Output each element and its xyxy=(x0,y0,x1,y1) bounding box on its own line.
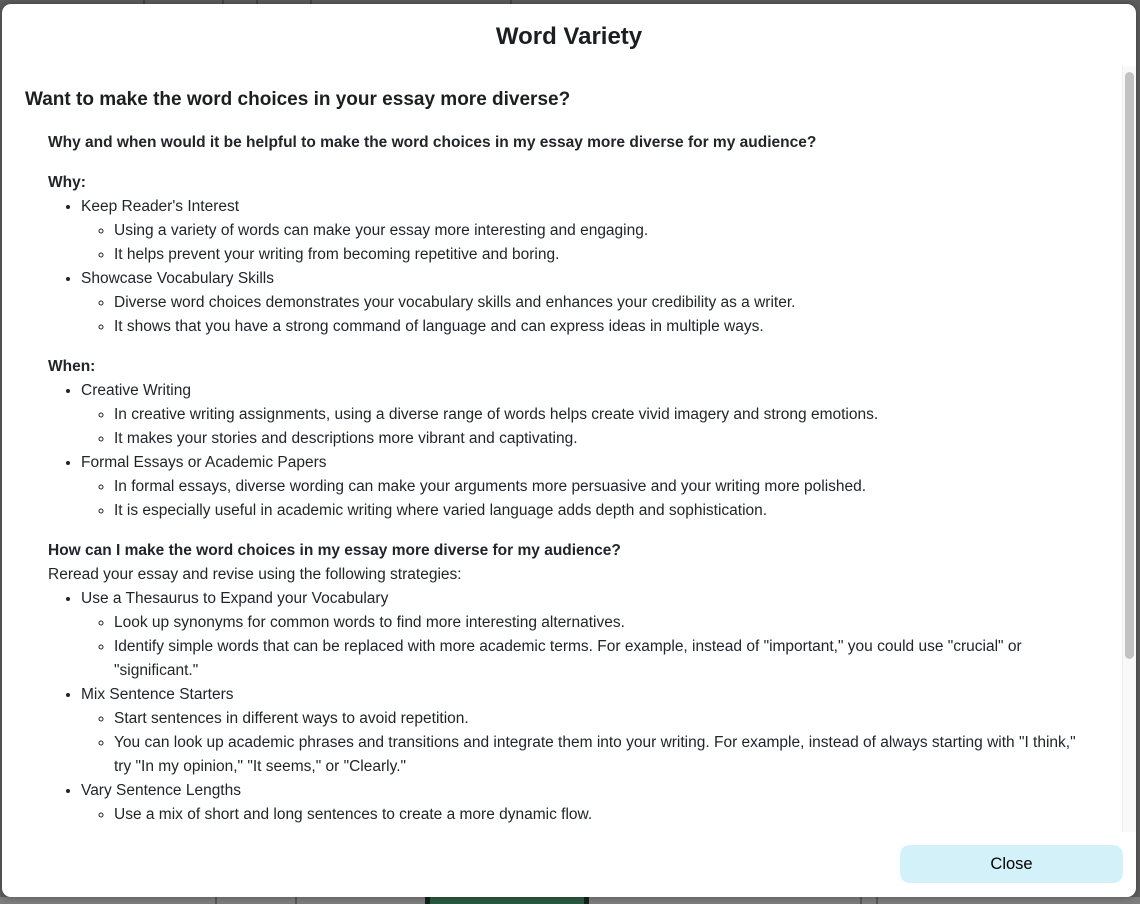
list-item: ◦ Identify simple words that can be replaced with more academic terms. For example, instead of "important," you could use "crucial" or "significant." xyxy=(114,635,1081,683)
list-item xyxy=(81,267,1081,339)
page-edge-separator xyxy=(215,897,217,904)
list-item-text: Showcase Vocabulary Skills xyxy=(81,270,274,287)
list-item-text: Formal Essays or Academic Papers xyxy=(81,454,327,471)
background-page-bottom-edge xyxy=(0,897,1140,904)
dialog-content xyxy=(2,63,1136,827)
green-remnant-cap xyxy=(425,897,430,904)
list-item: ◦ Look up synonyms for common words to find more interesting alternatives. xyxy=(114,611,1081,635)
how-question: How can I make the word choices in my essay more diverse for my audience? xyxy=(48,542,621,559)
list-item xyxy=(81,683,1081,779)
how-list xyxy=(48,587,1081,827)
sub-list xyxy=(81,403,1081,451)
sub-list xyxy=(81,291,1081,339)
why-when-question: Why and when would it be helpful to make the word choices in my essay more diverse for my audience? xyxy=(48,134,817,151)
list-item-text: Vary Sentence Lengths xyxy=(81,782,241,799)
green-remnant-cap xyxy=(584,897,589,904)
when-list xyxy=(48,379,1081,523)
list-item: ◦ You can look up academic phrases and transitions and integrate them into your writing. For example, instead of always starting with "I think," try "In my opinion," "It seems," or "Clearly." xyxy=(114,731,1081,779)
dialog-header xyxy=(2,4,1136,63)
main-question-heading: Want to make the word choices in your essay more diverse? xyxy=(25,89,571,110)
why-label: Why: xyxy=(48,174,86,191)
list-item: ◦ Start sentences in different ways to avoid repetition. xyxy=(114,707,1081,731)
sub-list xyxy=(81,219,1081,267)
list-item xyxy=(81,195,1081,267)
page-edge-separator xyxy=(295,897,297,904)
strategies-intro: Reread your essay and revise using the following strategies: xyxy=(48,566,462,583)
list-item xyxy=(81,379,1081,451)
list-item-text: Keep Reader's Interest xyxy=(81,198,240,215)
sub-list xyxy=(81,475,1081,523)
sub-list xyxy=(81,803,1081,827)
word-variety-dialog xyxy=(2,4,1136,897)
when-label: When: xyxy=(48,358,96,375)
list-item: ◦ It is especially useful in academic writing where varied language adds depth and sophistication. xyxy=(114,499,1081,523)
list-item: ◦ It makes your stories and descriptions more vibrant and captivating. xyxy=(114,427,1081,451)
list-item-text: Mix Sentence Starters xyxy=(81,686,234,703)
list-item: ◦ It shows that you have a strong command of language and can express ideas in multiple ways. xyxy=(114,315,1081,339)
page-edge-separator xyxy=(860,897,862,904)
scrollbar-track[interactable] xyxy=(1122,66,1136,832)
dialog-footer xyxy=(2,835,1136,897)
sub-list xyxy=(81,707,1081,779)
list-item: ◦ Use a mix of short and long sentences to create a more dynamic flow. xyxy=(114,803,1081,827)
dialog-scroll-area[interactable] xyxy=(2,63,1136,835)
list-item: ◦ Using a variety of words can make your essay more interesting and engaging. xyxy=(114,219,1081,243)
dialog-title: Word Variety xyxy=(495,23,643,50)
list-item: ◦ In formal essays, diverse wording can make your arguments more persuasive and your writing more polished. xyxy=(114,475,1081,499)
sub-list xyxy=(81,611,1081,683)
list-item xyxy=(81,451,1081,523)
close-button[interactable]: Close xyxy=(900,845,1123,883)
list-item: ◦ It helps prevent your writing from becoming repetitive and boring. xyxy=(114,243,1081,267)
content-body xyxy=(48,131,1081,827)
list-item: ◦ In creative writing assignments, using a diverse range of words helps create vivid imagery and strong emotions. xyxy=(114,403,1081,427)
page-edge-separator xyxy=(876,897,878,904)
list-item xyxy=(81,779,1081,827)
scrollbar-thumb[interactable] xyxy=(1125,72,1134,659)
list-item: ◦ Diverse word choices demonstrates your vocabulary skills and enhances your credibility as a writer. xyxy=(114,291,1081,315)
why-list xyxy=(48,195,1081,339)
background-page-green-remnant xyxy=(425,897,589,904)
list-item xyxy=(81,587,1081,683)
list-item-text: Use a Thesaurus to Expand your Vocabulary xyxy=(81,590,389,607)
list-item-text: Creative Writing xyxy=(81,382,191,399)
